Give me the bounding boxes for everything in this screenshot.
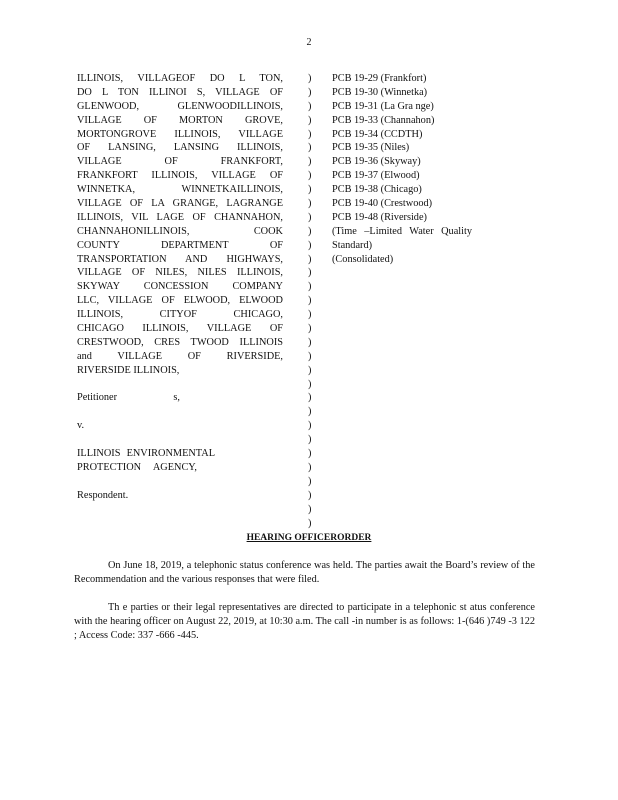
paren: ) [308, 378, 312, 390]
case-number: PCB 19-48 (Riverside) [332, 211, 427, 223]
case-number: PCB 19-31 (La Gra nge) [332, 100, 434, 112]
order-title [0, 533, 618, 543]
paren: ) [308, 503, 312, 515]
case-type: (Time –Limited Water Quality [332, 225, 472, 237]
paren: ) [308, 461, 312, 473]
paren: ) [308, 281, 312, 293]
caption-line: CHANNAHONILLINOIS, COOK [77, 225, 283, 237]
paren: ) [308, 420, 312, 432]
paren: ) [308, 406, 312, 418]
caption-line: and VILLAGE OF RIVERSIDE, [77, 350, 283, 362]
paren: ) [308, 448, 312, 460]
paren: ) [308, 198, 312, 210]
paren: ) [308, 253, 312, 265]
caption-line: VILLAGE OF MORTON GROVE, [77, 114, 283, 126]
paren: ) [308, 114, 312, 126]
caption-line: RIVERSIDE ILLINOIS, [77, 364, 180, 376]
body-paragraph: Th e parties or their legal representatives are directed to participate in a telephonic st atus conference with the hearing officer on August 22, 2019, at 10:30 a.m. The call -in number is as follows: 1-(646 )749 -3 122 ; Access Code: 337 -666 -445. [74, 602, 535, 641]
caption-line: LLC, VILLAGE OF ELWOOD, ELWOOD [77, 295, 283, 307]
page-number: 2 [306, 37, 312, 48]
case-number: PCB 19-38 (Chicago) [332, 184, 422, 196]
caption-paren-column [308, 72, 316, 530]
caption-line: OF LANSING, LANSING ILLINOIS, [77, 142, 283, 154]
case-number: PCB 19-36 (Skyway) [332, 156, 421, 168]
petitioner-label: Petitioner s, [77, 392, 180, 404]
case-number: PCB 19-40 (Crestwood) [332, 198, 433, 210]
paren: ) [308, 309, 312, 321]
caption-line: DO L TON ILLINOI S, VILLAGE OF [77, 86, 283, 98]
caption-line: COUNTY DEPARTMENT OF [77, 239, 283, 251]
paren: ) [308, 156, 312, 168]
caption-line: GLENWOOD, GLENWOODILLINOIS, [77, 100, 283, 112]
caption-line: VILLAGE OF FRANKFORT, [77, 156, 283, 168]
paren: ) [308, 434, 312, 446]
paren: ) [308, 128, 312, 140]
paren: ) [308, 517, 312, 529]
caption-line: SKYWAY CONCESSION COMPANY [77, 281, 283, 293]
paren: ) [308, 350, 312, 362]
paren: ) [308, 323, 312, 335]
caption-line: VILLAGE OF LA GRANGE, LAGRANGE [77, 198, 283, 210]
caption-line: ILLINOIS, CITYOF CHICAGO, [77, 309, 283, 321]
case-number: PCB 19-34 (CCDTH) [332, 128, 423, 140]
paren: ) [308, 239, 312, 251]
case-number: PCB 19-29 (Frankfort) [332, 73, 427, 84]
paren: ) [308, 100, 312, 112]
caption-line: ILLINOIS, VILLAGEOF DO L TON, [77, 73, 283, 84]
paren: ) [308, 73, 312, 84]
respondent-name-line: PROTECTION AGENCY, [77, 461, 197, 473]
paren: ) [308, 295, 312, 307]
paren: ) [308, 86, 312, 98]
paren: ) [308, 211, 312, 223]
case-number: PCB 19-35 (Niles) [332, 142, 410, 154]
paren: ) [308, 184, 312, 196]
consolidated-label: (Consolidated) [332, 253, 394, 265]
case-type: Standard) [332, 239, 373, 251]
caption-line: CHICAGO ILLINOIS, VILLAGE OF [77, 323, 283, 335]
caption-line: ILLINOIS, VIL LAGE OF CHANNAHON, [77, 211, 283, 223]
caption-line: VILLAGE OF NILES, NILES ILLINOIS, [77, 267, 283, 279]
case-number: PCB 19-33 (Channahon) [332, 114, 435, 126]
case-numbers [332, 72, 482, 266]
order-title-text: HEARING OFFICERORDER [246, 533, 372, 543]
body-paragraph: On June 18, 2019, a telephonic status conference was held. The parties await the Board’s review of the Recommendation and the various responses that were filed. [74, 560, 535, 585]
respondent-name-line: ILLINOIS ENVIRONMENTAL [77, 448, 215, 460]
caption-line: WINNETKA, WINNETKAILLINOIS, [77, 184, 283, 196]
caption-line: TRANSPORTATION AND HIGHWAYS, [77, 253, 283, 265]
paren: ) [308, 489, 312, 501]
paren: ) [308, 225, 312, 237]
paren: ) [308, 475, 312, 487]
case-number: PCB 19-37 (Elwood) [332, 170, 420, 182]
versus-label: v. [77, 420, 85, 432]
paren: ) [308, 142, 312, 154]
caption-line: FRANKFORT ILLINOIS, VILLAGE OF [77, 170, 283, 182]
paren: ) [308, 267, 312, 279]
caption-line: CRESTWOOD, CRES TWOOD ILLINOIS [77, 336, 283, 348]
paren: ) [308, 170, 312, 182]
paren: ) [308, 336, 312, 348]
caption-line: MORTONGROVE ILLINOIS, VILLAGE [77, 128, 283, 140]
caption-parties [77, 72, 283, 503]
paren: ) [308, 364, 312, 376]
case-number: PCB 19-30 (Winnetka) [332, 86, 428, 98]
paren: ) [308, 392, 312, 404]
respondent-label: Respondent. [77, 489, 129, 501]
